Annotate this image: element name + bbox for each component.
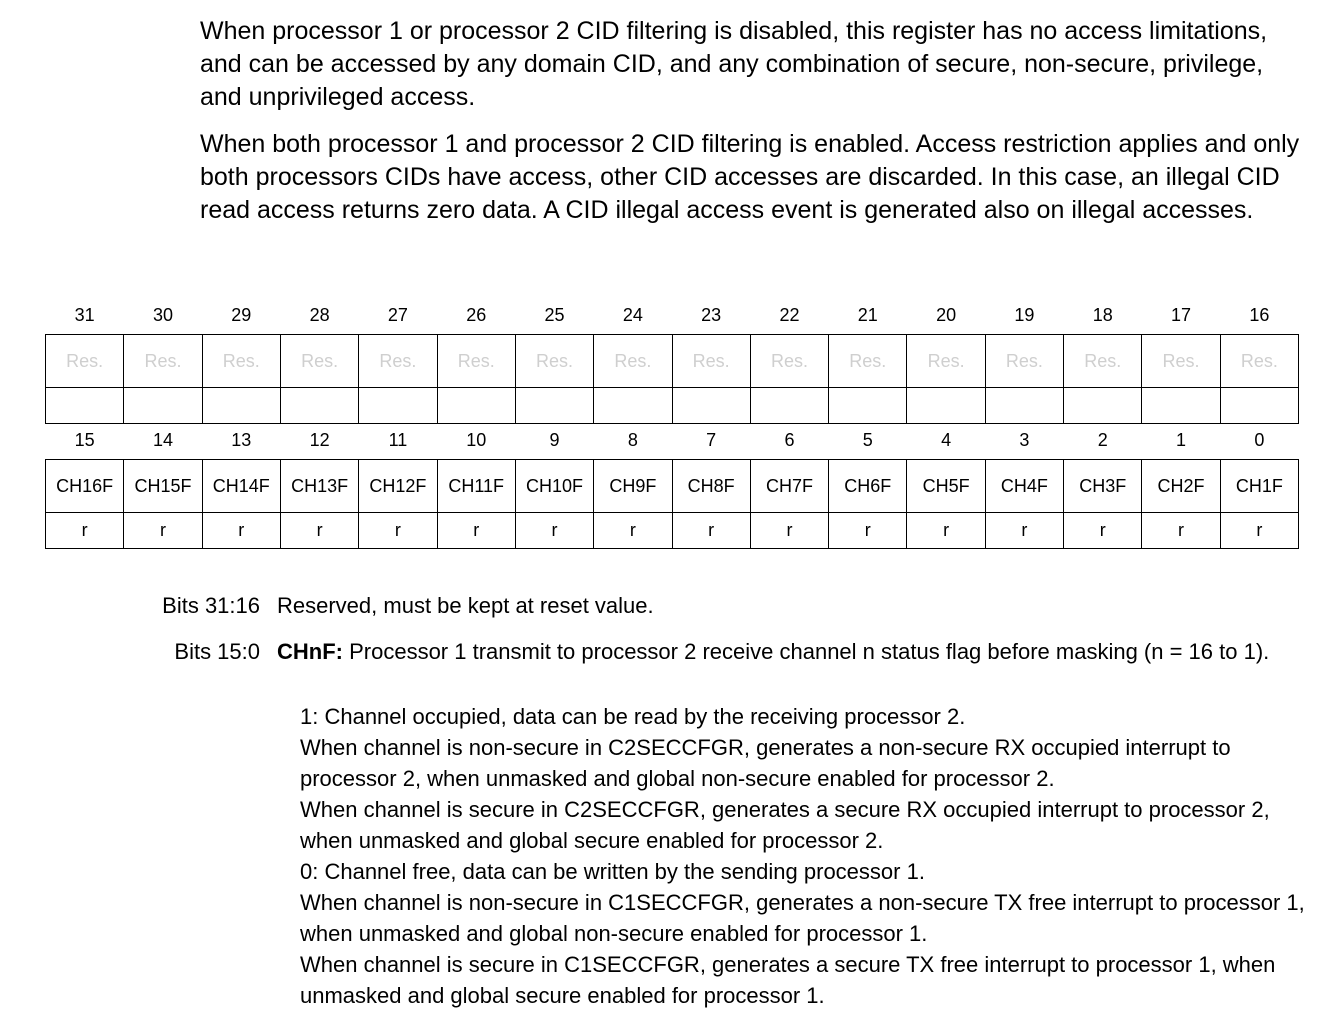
- bit-number: 30: [152, 304, 173, 325]
- register-field: CH8F: [672, 460, 750, 513]
- access-type: r: [124, 513, 202, 549]
- access-type: r: [985, 513, 1063, 549]
- access-type: r: [1220, 513, 1298, 549]
- register-field: Res.: [46, 335, 124, 388]
- bit-number: 11: [388, 429, 408, 450]
- register-field: Res.: [750, 335, 828, 388]
- field-description-lines: [300, 701, 1310, 1011]
- access-row: [46, 513, 1299, 549]
- bit-number: 29: [231, 304, 252, 325]
- bit-number-row: [46, 296, 1299, 335]
- register-field: Res.: [829, 335, 907, 388]
- bit-number: 20: [936, 304, 957, 325]
- access-type: r: [359, 513, 437, 549]
- field-row: [46, 460, 1299, 513]
- register-field: Res.: [907, 335, 985, 388]
- bit-number: 1: [1176, 429, 1187, 450]
- access-type: [280, 388, 358, 424]
- bit-number: 16: [1249, 304, 1270, 325]
- register-field: Res.: [1220, 335, 1298, 388]
- bit-number: 12: [309, 429, 330, 450]
- access-type: [594, 388, 672, 424]
- desc-line: 1: Channel occupied, data can be read by the receiving processor 2.: [300, 704, 966, 729]
- register-field: Res.: [1064, 335, 1142, 388]
- desc-line: When channel is secure in C1SECCFGR, generates a secure TX free interrupt to processor 1, when unmasked and global secure enabled for processor 1.: [300, 952, 1276, 1008]
- bit-number: 4: [941, 429, 952, 450]
- access-type: [985, 388, 1063, 424]
- access-type: [46, 388, 124, 424]
- register-field: Res.: [280, 335, 358, 388]
- bits-label: Bits 31:16: [162, 593, 260, 618]
- access-type: r: [280, 513, 358, 549]
- access-type: [437, 388, 515, 424]
- bit-number: 5: [862, 429, 873, 450]
- register-field: CH7F: [750, 460, 828, 513]
- register-table-low: [45, 421, 1299, 549]
- access-type: [907, 388, 985, 424]
- access-row: [46, 388, 1299, 424]
- register-field: CH6F: [829, 460, 907, 513]
- register-field: Res.: [1142, 335, 1220, 388]
- access-type: [1064, 388, 1142, 424]
- access-type: [1220, 388, 1298, 424]
- bit-number: 19: [1014, 304, 1035, 325]
- register-field: CH9F: [594, 460, 672, 513]
- bit-number: 25: [544, 304, 565, 325]
- register-field: Res.: [202, 335, 280, 388]
- bit-number: 9: [549, 429, 560, 450]
- access-type: r: [672, 513, 750, 549]
- register-field: CH16F: [46, 460, 124, 513]
- access-type: r: [515, 513, 593, 549]
- bit-number: 27: [387, 304, 408, 325]
- bits-text: [277, 636, 1277, 667]
- access-type: r: [1064, 513, 1142, 549]
- register-field: Res.: [594, 335, 672, 388]
- intro-paragraph-2: When both processor 1 and processor 2 CID filtering is enabled. Access restriction applies and only both processors CIDs have access, other CID accesses are discarded. In this case, an illegal CID read access returns zero data. A CID illegal access event is generated also on illegal accesses.: [200, 130, 1300, 224]
- access-type: [515, 388, 593, 424]
- bit-number: 8: [627, 429, 638, 450]
- register-field: CH11F: [437, 460, 515, 513]
- field-name: CHnF:: [277, 639, 343, 664]
- access-type: [672, 388, 750, 424]
- register-field: CH12F: [359, 460, 437, 513]
- access-type: r: [437, 513, 515, 549]
- register-field: CH3F: [1064, 460, 1142, 513]
- register-field: CH13F: [280, 460, 358, 513]
- bit-number: 18: [1092, 304, 1113, 325]
- bit-number: 24: [622, 304, 643, 325]
- register-field: Res.: [515, 335, 593, 388]
- bit-number-row: [46, 421, 1299, 460]
- bit-number: 26: [466, 304, 487, 325]
- bit-number: 6: [784, 429, 795, 450]
- register-field: Res.: [124, 335, 202, 388]
- register-table-high: [45, 296, 1299, 424]
- bit-number: 14: [152, 429, 173, 450]
- access-type: r: [829, 513, 907, 549]
- access-type: [124, 388, 202, 424]
- register-field: CH14F: [202, 460, 280, 513]
- bit-number: 2: [1097, 429, 1108, 450]
- access-type: [829, 388, 907, 424]
- desc-line: When channel is non-secure in C2SECCFGR, generates a non-secure RX occupied interrupt to processor 2, when unmasked and global non-secure enabled for processor 2.: [300, 735, 1231, 791]
- register-field: CH10F: [515, 460, 593, 513]
- bit-number: 3: [1019, 429, 1030, 450]
- access-type: r: [594, 513, 672, 549]
- desc-line: When channel is non-secure in C1SECCFGR, generates a non-secure TX free interrupt to processor 1, when unmasked and global non-secure enabled for processor 1.: [300, 890, 1305, 946]
- register-field: CH5F: [907, 460, 985, 513]
- bit-number: 28: [309, 304, 330, 325]
- register-field: Res.: [985, 335, 1063, 388]
- register-field: Res.: [359, 335, 437, 388]
- field-row: [46, 335, 1299, 388]
- access-type: r: [907, 513, 985, 549]
- intro-paragraph-1: When processor 1 or processor 2 CID filtering is disabled, this register has no access limitations, and can be accessed by any domain CID, and any combination of secure, non-secure, privilege, and unprivileged access.: [200, 17, 1268, 111]
- bits-label: Bits 15:0: [174, 639, 260, 664]
- bit-number: 15: [74, 429, 95, 450]
- bit-number: 10: [466, 429, 487, 450]
- access-type: [1142, 388, 1220, 424]
- access-type: [359, 388, 437, 424]
- desc-line: 0: Channel free, data can be written by the sending processor 1.: [300, 859, 925, 884]
- bit-number: 7: [706, 429, 717, 450]
- access-type: [202, 388, 280, 424]
- register-field: CH15F: [124, 460, 202, 513]
- field-summary: Processor 1 transmit to processor 2 receive channel n status flag before masking (n = 16 to 1).: [342, 639, 1270, 664]
- register-field: Res.: [672, 335, 750, 388]
- bit-number: 22: [779, 304, 800, 325]
- access-type: r: [750, 513, 828, 549]
- access-type: r: [46, 513, 124, 549]
- desc-line: When channel is secure in C2SECCFGR, generates a secure RX occupied interrupt to processor 2, when unmasked and global secure enabled for processor 2.: [300, 797, 1270, 853]
- register-field: Res.: [437, 335, 515, 388]
- access-type: r: [202, 513, 280, 549]
- register-field: CH1F: [1220, 460, 1298, 513]
- bits-text: Reserved, must be kept at reset value.: [277, 593, 654, 618]
- register-field: CH4F: [985, 460, 1063, 513]
- bit-number: 0: [1254, 429, 1265, 450]
- bit-number: 17: [1171, 304, 1192, 325]
- bit-number: 23: [701, 304, 722, 325]
- bit-number: 13: [231, 429, 252, 450]
- access-type: r: [1142, 513, 1220, 549]
- bit-number: 31: [74, 304, 95, 325]
- bit-number: 21: [857, 304, 878, 325]
- register-field: CH2F: [1142, 460, 1220, 513]
- access-type: [750, 388, 828, 424]
